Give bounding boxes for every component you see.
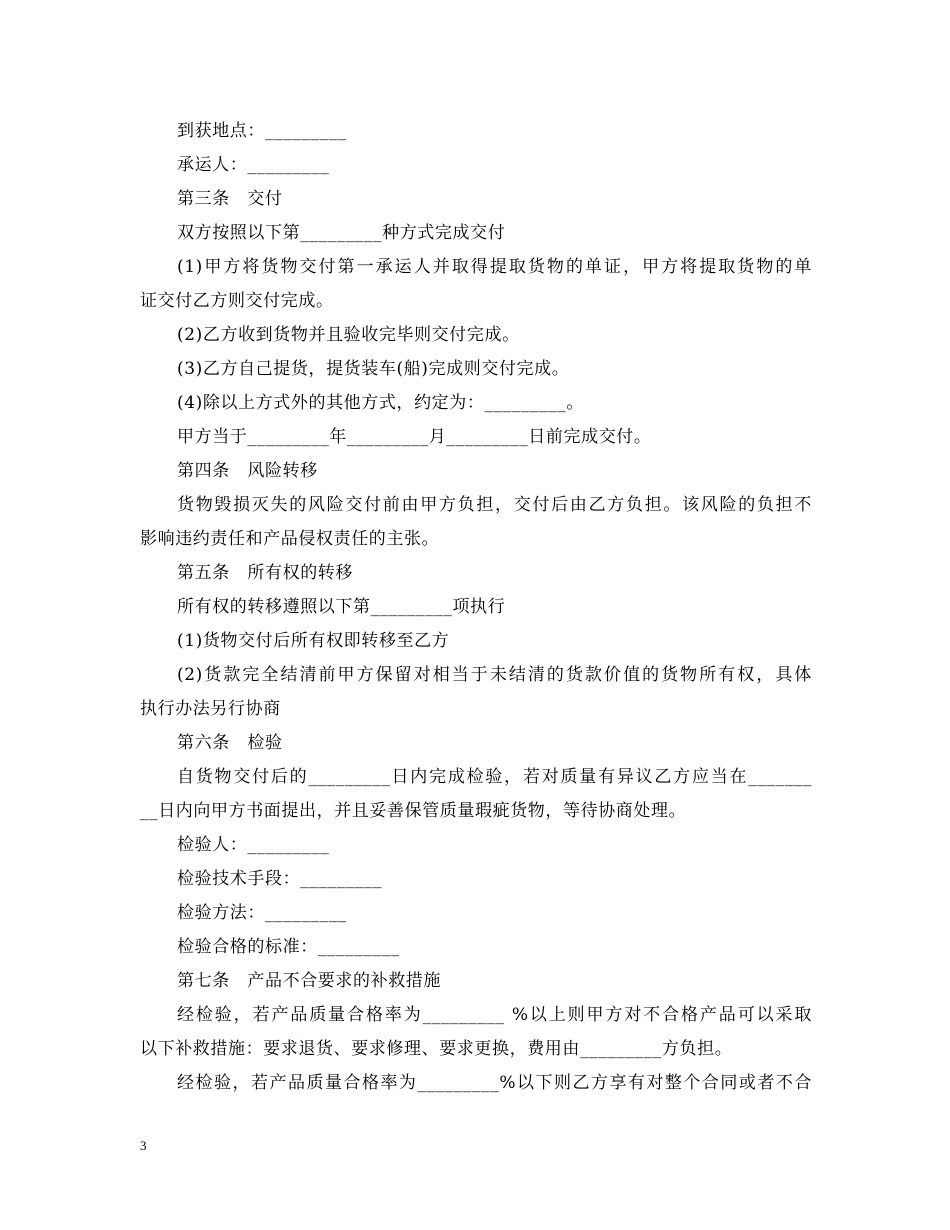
- text-line: 双方按照以下第_________种方式完成交付: [177, 223, 506, 243]
- text-line: 经检验，若产品质量合格率为_________ %以上则甲方对不合格产品可以采取: [177, 1005, 812, 1025]
- section-heading: 第五条 所有权的转移: [177, 563, 353, 583]
- text-line: 检验方法：_________: [177, 903, 347, 923]
- text-line: 检验人：_________: [177, 835, 330, 855]
- text-line: 检验合格的标准：_________: [177, 937, 400, 957]
- text-line: 甲方当于_________年_________月_________日前完成交付。: [177, 427, 652, 447]
- text-line: (2)货款完全结清前甲方保留对相当于未结清的货款价值的货物所有权，具体: [177, 665, 812, 685]
- text-line: (1)甲方将货物交付第一承运人并取得提取货物的单证，甲方将提取货物的单: [177, 257, 812, 277]
- section-heading: 第四条 风险转移: [177, 461, 318, 481]
- document-body: [140, 114, 812, 1100]
- text-line: __日内向甲方书面提出，并且妥善保管质量瑕疵货物，等待协商处理。: [140, 801, 687, 821]
- text-line: 执行办法另行协商: [140, 699, 281, 719]
- section-heading: 第六条 检验: [177, 733, 283, 753]
- text-line: 到获地点：_________: [177, 121, 347, 141]
- page-number: 3: [140, 1138, 147, 1153]
- text-line: 经检验，若产品质量合格率为_________%以下则乙方享有对整个合同或者不合: [177, 1073, 812, 1093]
- text-line: 货物毁损灭失的风险交付前由甲方负担，交付后由乙方负担。该风险的负担不: [177, 495, 812, 515]
- text-line: (1)货物交付后所有权即转移至乙方: [177, 631, 450, 651]
- text-line: (3)乙方自己提货，提货装车(船)完成则交付完成。: [177, 359, 570, 379]
- section-heading: 第七条 产品不合要求的补救措施: [177, 971, 441, 991]
- text-line: 自货物交付后的_________日内完成检验，若对质量有异议乙方应当在_______: [177, 767, 812, 787]
- section-heading: 第三条 交付: [177, 189, 283, 209]
- text-line: 所有权的转移遵照以下第_________项执行: [177, 597, 506, 617]
- text-line: 检验技术手段：_________: [177, 869, 383, 889]
- text-line: 以下补救措施：要求退货、要求修理、要求更换，费用由_________方负担。: [140, 1039, 733, 1059]
- text-line: 证交付乙方则交付完成。: [140, 291, 334, 311]
- text-line: (2)乙方收到货物并且验收完毕则交付完成。: [177, 325, 520, 345]
- text-line: 影响违约责任和产品侵权责任的主张。: [140, 529, 440, 549]
- text-line: (4)除以上方式外的其他方式，约定为：_________。: [177, 393, 584, 413]
- text-line: 承运人：_________: [177, 155, 330, 175]
